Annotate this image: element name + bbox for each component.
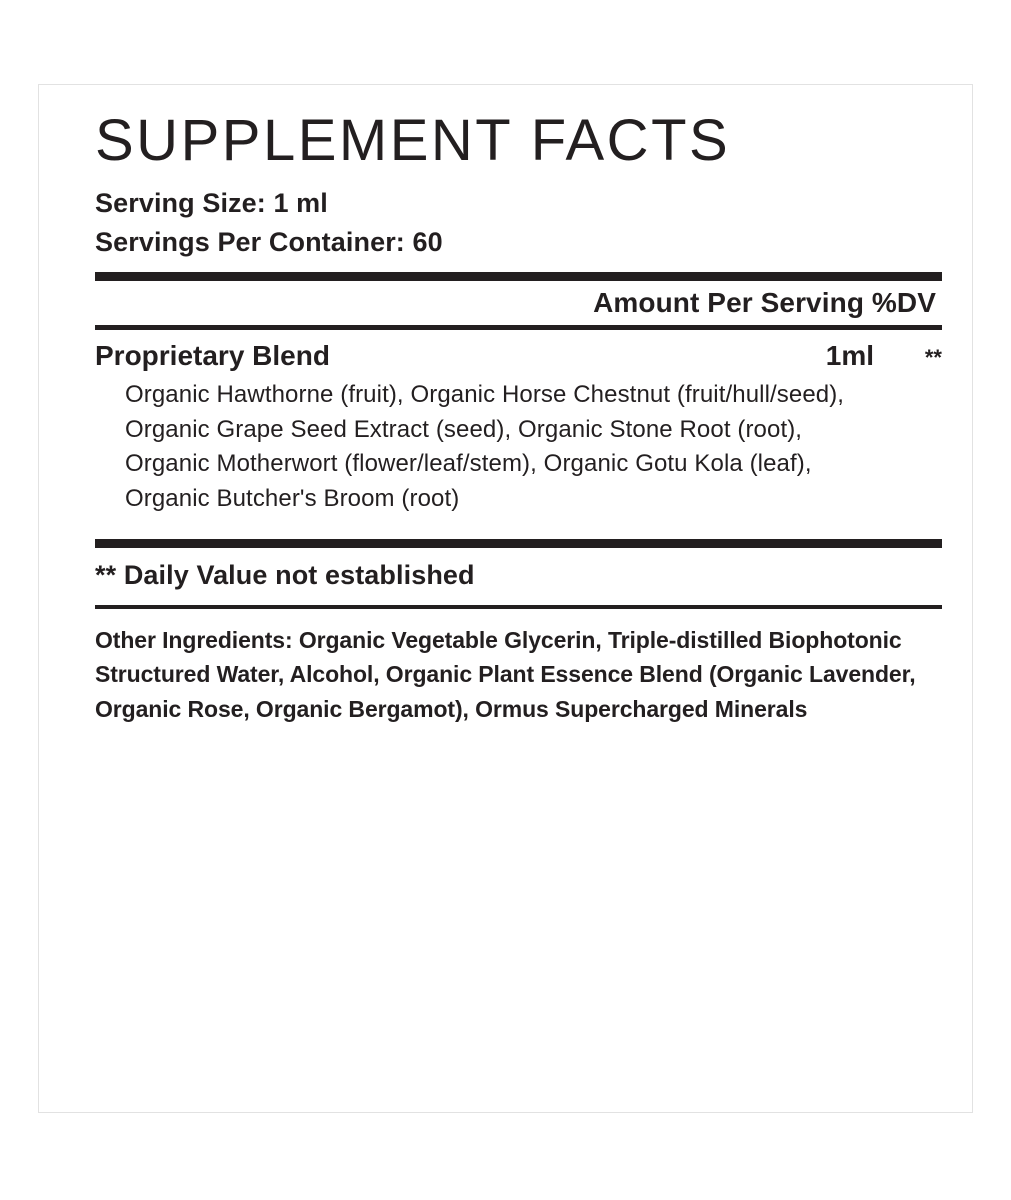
servings-per-container: Servings Per Container: 60 — [95, 226, 443, 257]
other-ingredients: Other Ingredients: Organic Vegetable Glycerin, Triple-distilled Biophotonic Structured Water, Alcohol, Organic Plant Essence Blend (Organic Lavender, Organic Rose, Organic Bergamot), Ormus Supercharged Minerals — [95, 626, 916, 722]
divider-thick-bottom — [95, 539, 942, 548]
proprietary-blend-row — [95, 330, 942, 372]
proprietary-blend-dv: ** — [924, 344, 942, 370]
supplement-facts-panel — [38, 84, 973, 1113]
daily-value-footnote: ** Daily Value not established — [95, 559, 475, 590]
supplement-facts-content — [95, 105, 942, 726]
proprietary-blend-amount: 1ml — [825, 339, 874, 371]
blend-ingredient-list: Organic Hawthorne (fruit), Organic Horse Chestnut (fruit/hull/seed), Organic Grape Seed Extract (seed), Organic Stone Root (root), Organic Motherwort (flower/leaf/stem), Organic Gotu Kola (leaf), Organic Butcher's Broom (root) — [125, 380, 845, 513]
serving-size: Serving Size: 1 ml — [95, 187, 328, 218]
divider-thick-top — [95, 272, 942, 281]
proprietary-blend-name: Proprietary Blend — [95, 339, 330, 371]
page-title: SUPPLEMENT FACTS — [95, 108, 731, 173]
amount-per-serving-header: Amount Per Serving %DV — [593, 286, 936, 318]
